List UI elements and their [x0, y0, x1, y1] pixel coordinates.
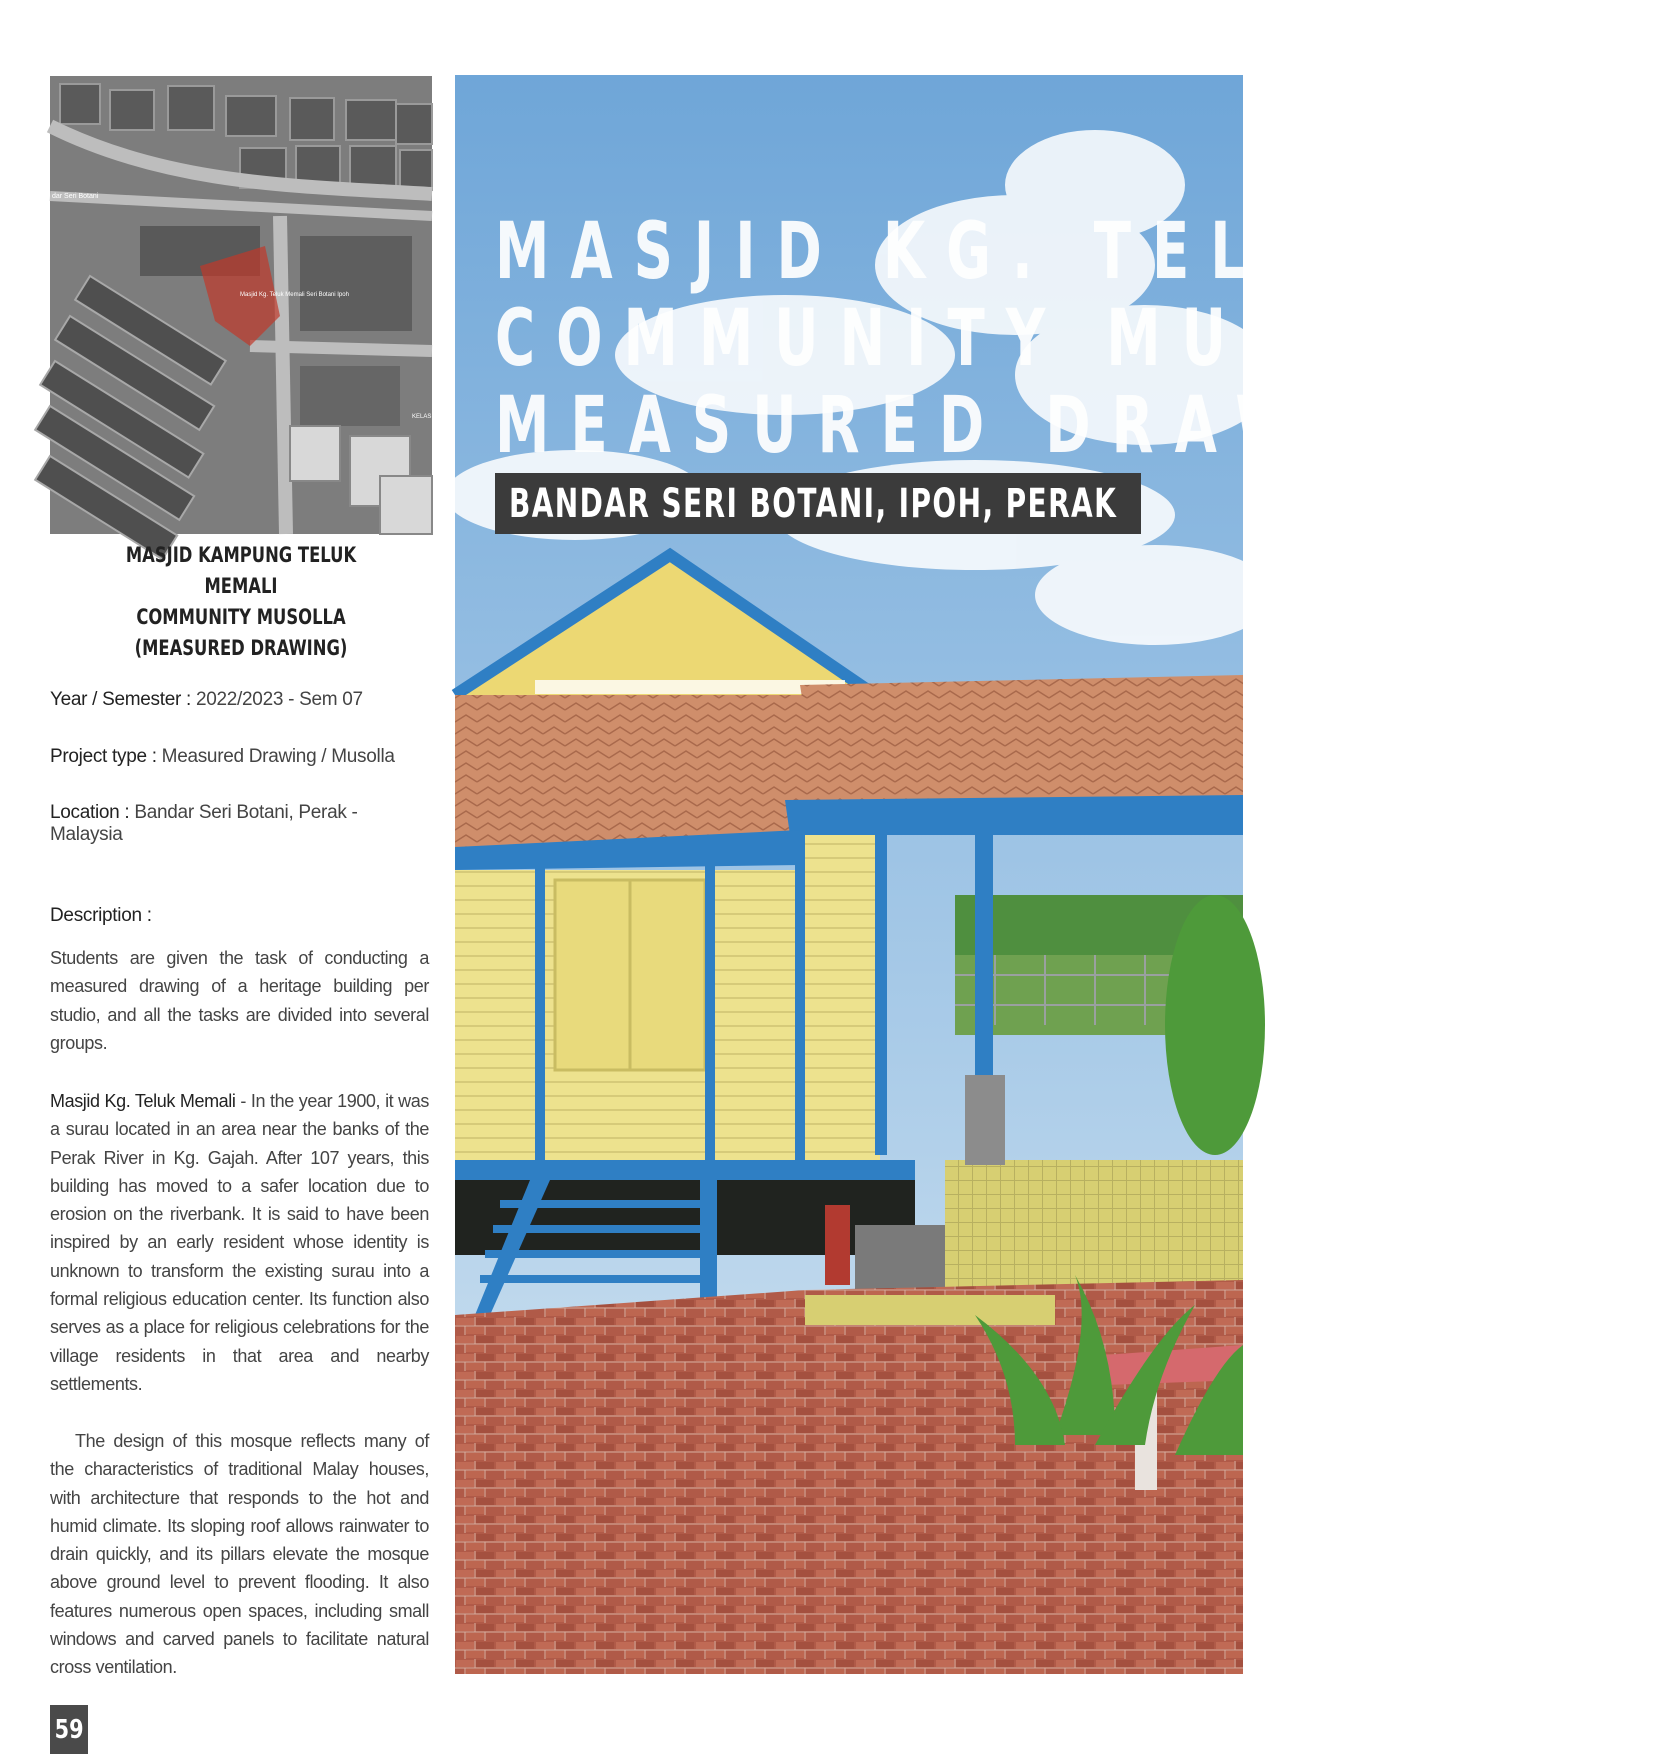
- map-caption-line1: MASJID KAMPUNG TELUK MEMALI: [125, 543, 357, 598]
- map-caption-line2: COMMUNITY MUSOLLA (MEASURED DRAWING): [134, 605, 348, 660]
- paragraph-2-body: - In the year 1900, it was a surau located in an area near the banks of the Perak River in Kg. Gajah. After 107 years, this building has moved to a safer location due to erosion on the riverbank. It is said to have been inspired by an early resident whose identity is unknown to transform the existing surau into a formal religious education center. Its function also serves as a place for religious celebrations for the village residents in that area and nearby settlements.: [50, 1091, 429, 1394]
- hero-title-line2: COMMUNITY MUS: [495, 294, 1308, 384]
- description-paragraph-2: [50, 1087, 429, 1398]
- site-label: Masjid Kg. Teluk Memali Seri Botani Ipoh: [240, 292, 349, 298]
- location-banner-text: BANDAR SERI BOTANI, IPOH, PERAK: [509, 480, 1118, 527]
- meta-year-label: Year / Semester :: [50, 689, 196, 710]
- meta-project-type: [50, 746, 430, 768]
- hero-title: [495, 209, 1669, 470]
- meta-year-value: 2022/2023 - Sem 07: [195, 689, 363, 710]
- description-paragraph-1: Students are given the task of conducting a measured drawing of a heritage building per studio, and all the tasks are divided into several groups.: [50, 948, 429, 1053]
- page-number-text: 59: [54, 1714, 84, 1745]
- aerial-site-map: [50, 76, 450, 534]
- meta-location-label: Location :: [50, 802, 135, 823]
- meta-year: [50, 689, 430, 711]
- description-heading: Description :: [50, 905, 152, 926]
- map-caption: [92, 540, 390, 664]
- paragraph-2-lead: Masjid Kg. Teluk Memali: [50, 1091, 236, 1111]
- meta-location-value: Bandar Seri Botani, Perak - Malaysia: [50, 802, 358, 845]
- page-number: [50, 1705, 88, 1754]
- meta-type-label: Project type :: [50, 746, 162, 767]
- location-banner: [495, 473, 1141, 534]
- building-label: KELAS KUSA: [412, 414, 450, 420]
- hero-photo: [455, 75, 1317, 1674]
- meta-location: [50, 802, 430, 846]
- description-paragraph-3: The design of this mosque reflects many of the characteristics of traditional Malay houses, with architecture that responds to the hot and humid climate. Its sloping roof allows rainwater to drain quickly, and its pillars elevate the mosque above ground level to prevent flooding. It also features numerous open spaces, including small windows and carved panels to facilitate natural cross ventilation.: [50, 1431, 429, 1678]
- hero-title-line3: MEASURED DRAW: [495, 381, 1317, 471]
- meta-type-value: Measured Drawing / Musolla: [161, 746, 395, 767]
- hero-title-line1: MASJID KG. TEL: [495, 207, 1267, 297]
- road-label: dar Seri Botani: [52, 193, 99, 200]
